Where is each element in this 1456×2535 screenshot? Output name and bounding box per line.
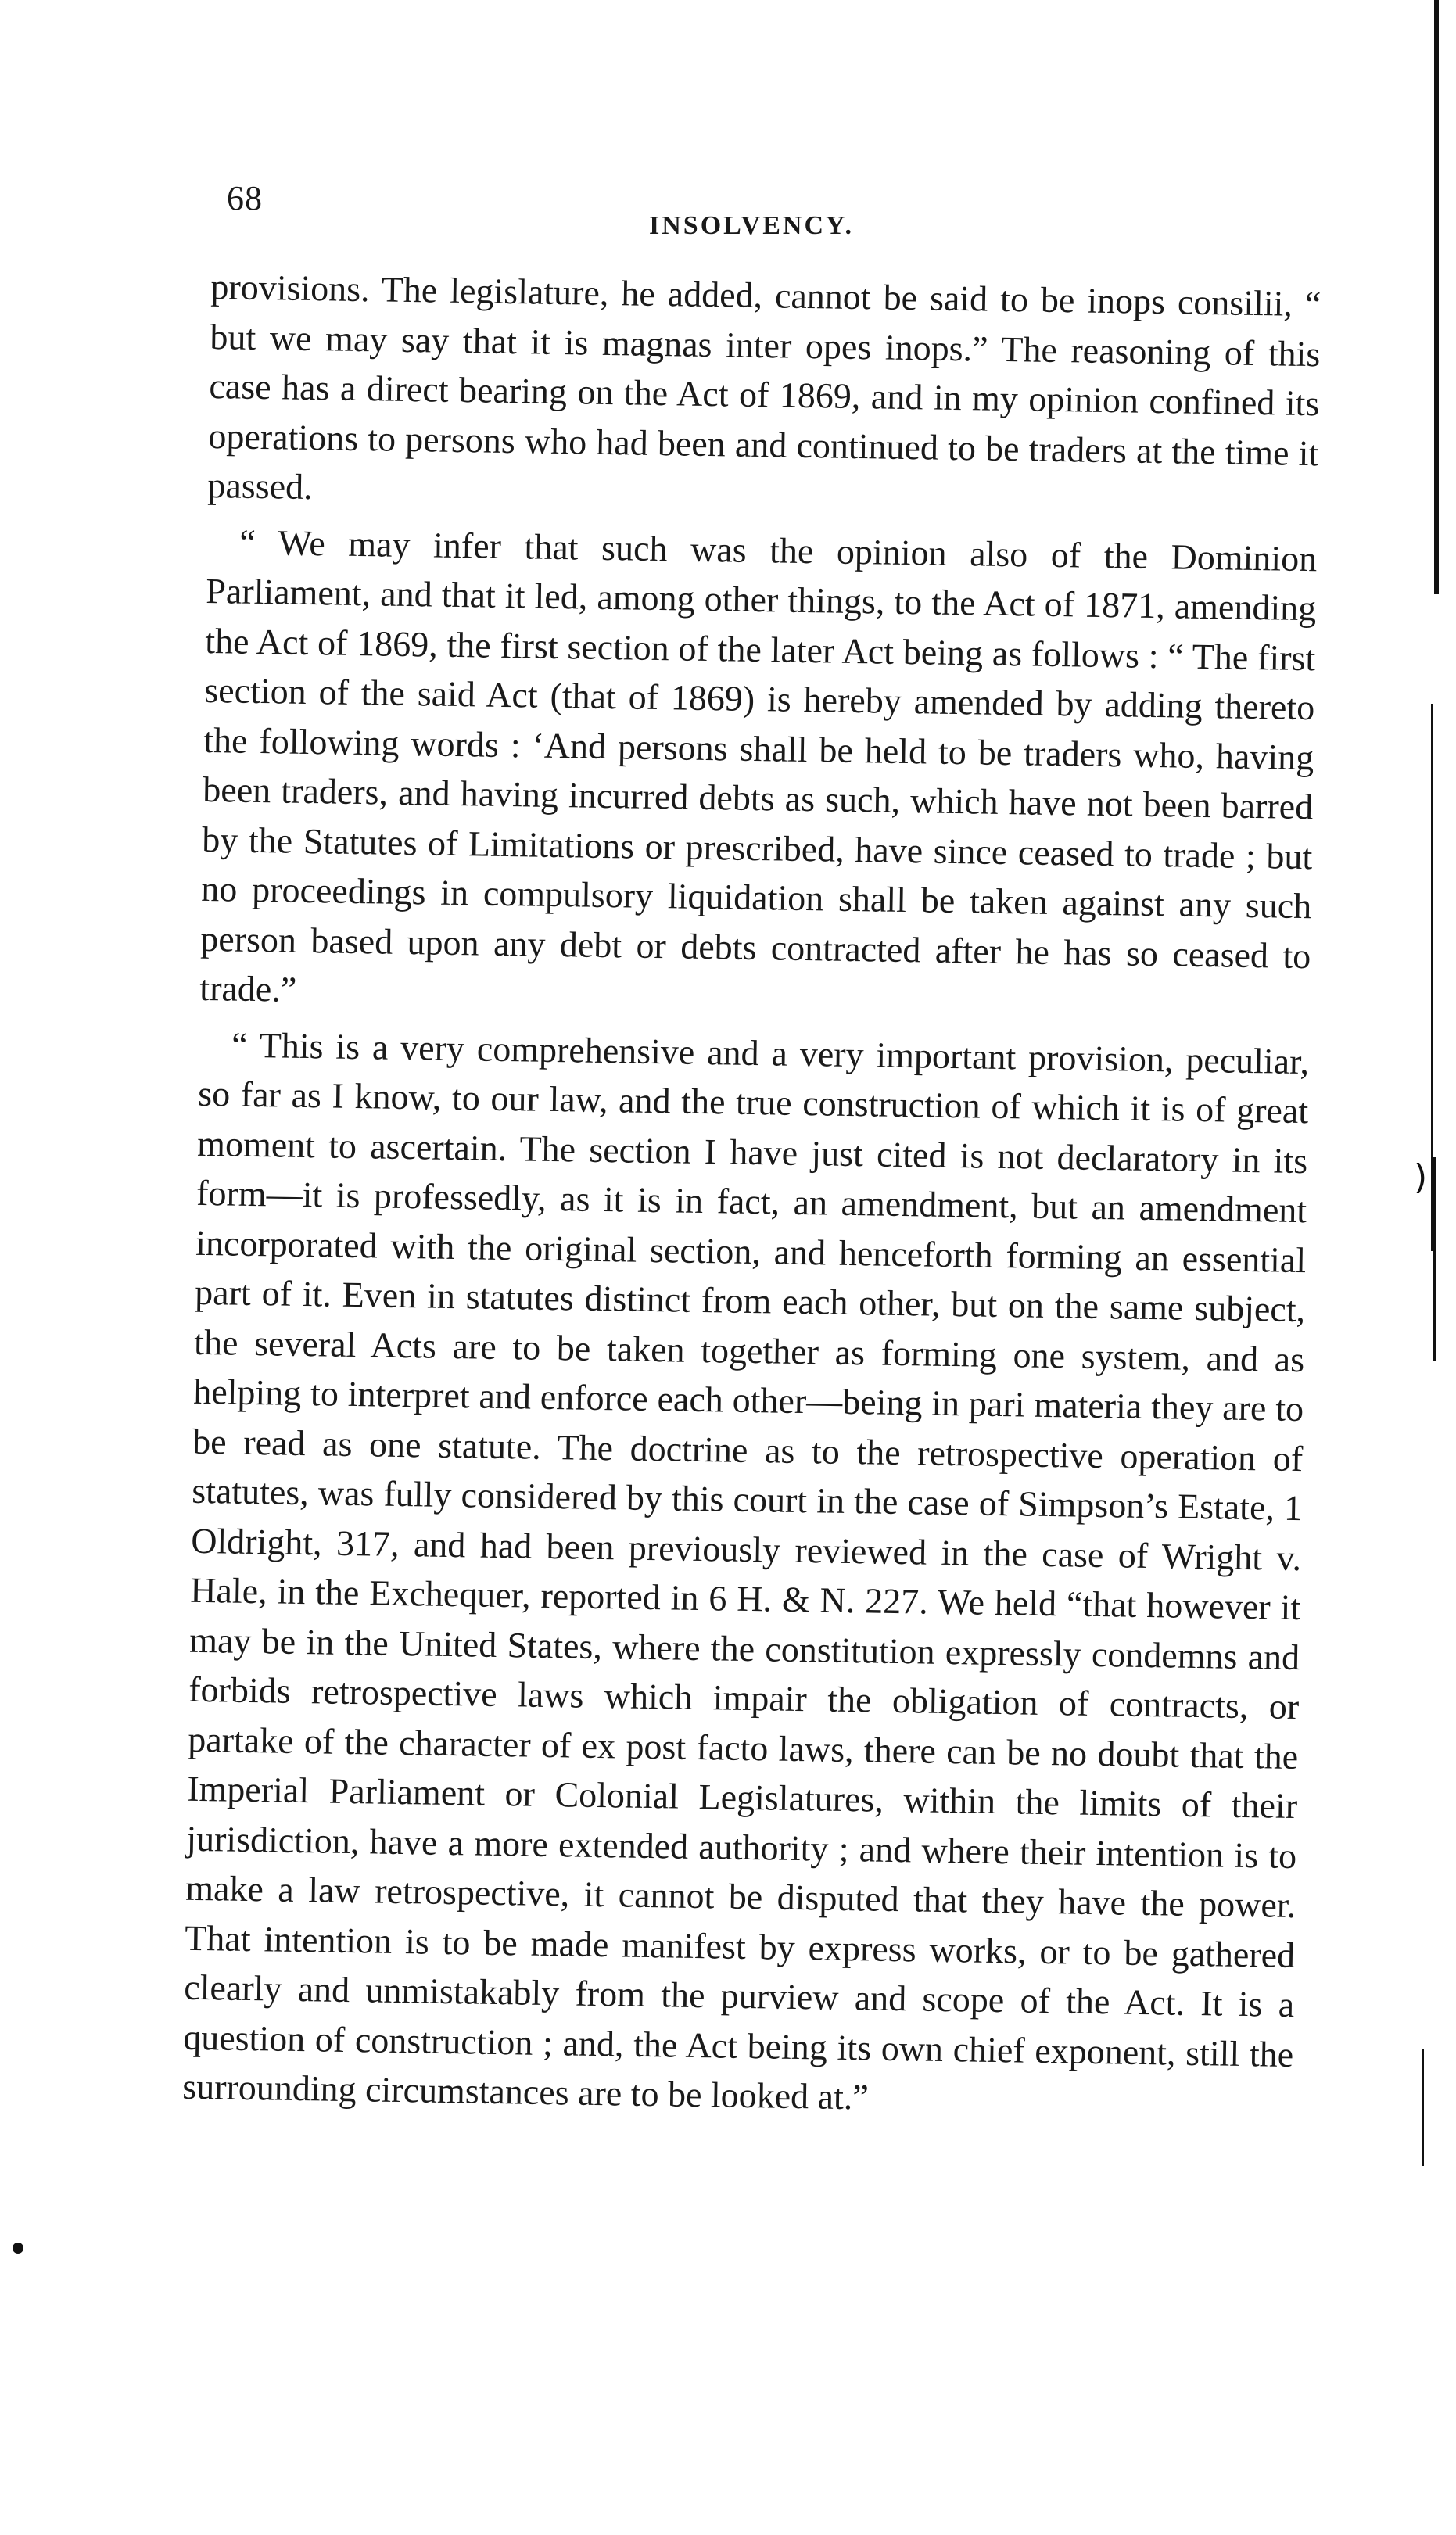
- scan-edge-line-bottom: [1422, 2049, 1424, 2166]
- paragraph-3: “ This is a very comprehensive and a very important provision, peculiar, so far as I know, to our law, and the true construction of which it is of great moment to ascertain. The section I have just cited is not declaratory in its form—it is professedly, as it is in fact, an amendment, but an amendment incorporated with the original section, and henceforth forming an essential part of it. Even in statutes distinct from each other, but on the same subject, the several Acts are to be taken together as forming one system, and as helping to interpret and enforce each other—being in pari materia they are to be read as one statute. The doctrine as to the retrospective operation of statutes, was fully considered by this court in the case of Simpson’s Estate, 1 Oldright, 317, and had been previously reviewed in the case of Wright v. Hale, in the Exchequer, reported in 6 H. & N. 227. We held “that however it may be in the United States, where the constitution expressly condemns and forbids retrospective laws which impair the obligation of contracts, or partake of the character of ex post facto laws, there can be no doubt that the Imperial Parliament or Colonial Legislatures, within the limits of their jurisdiction, have a more extended authority ; and where their intention is to make a law retrospective, it cannot be disputed that they have the power. That intention is to be made manifest by express works, or to be gathered clearly and unmistakably from the purview and scope of the Act. It is a question of construction ; and, the Act being its own chief exponent, still the surrounding circumstances are to be looked at.”: [181, 1024, 1310, 2117]
- paragraph-2: “ We may infer that such was the opinion also of the Dominion Parliament, and that it led, among other things, to the Act of 1871, amending the Act of 1869, the first section of the later Act being as follows : “ The first section of the said Act (that of 1869) is hereby amended by adding thereto the following words : ‘And persons shall be held to be traders who, having been traders, and having incurred debts as such, which have not been barred by the Statutes of Limitations or prescribed, have since ceased to trade ; but no proceedings in compulsory liquidation shall be taken against any such person based upon any debt or debts contracted after he has so ceased to trade.”: [199, 522, 1318, 1009]
- scan-speck: [13, 2243, 23, 2254]
- scan-edge-line-lower: [1433, 1157, 1436, 1361]
- paragraph-1: provisions. The legislature, he added, cannot be said to be inops consilii, “ but we may say that it is magnas inter opes inops.” The reasoning of this case has a direct bearing on the Act of 1869, and in my opinion confined its operations to persons who had been and continued to be traders at the time it passed.: [207, 266, 1322, 507]
- running-head: INSOLVENCY.: [649, 211, 854, 240]
- body-text: [182, 262, 1322, 2135]
- scan-edge-bracket: ): [1414, 1157, 1428, 1197]
- scan-edge-line-top: [1434, 0, 1439, 594]
- page-number: 68: [227, 179, 263, 217]
